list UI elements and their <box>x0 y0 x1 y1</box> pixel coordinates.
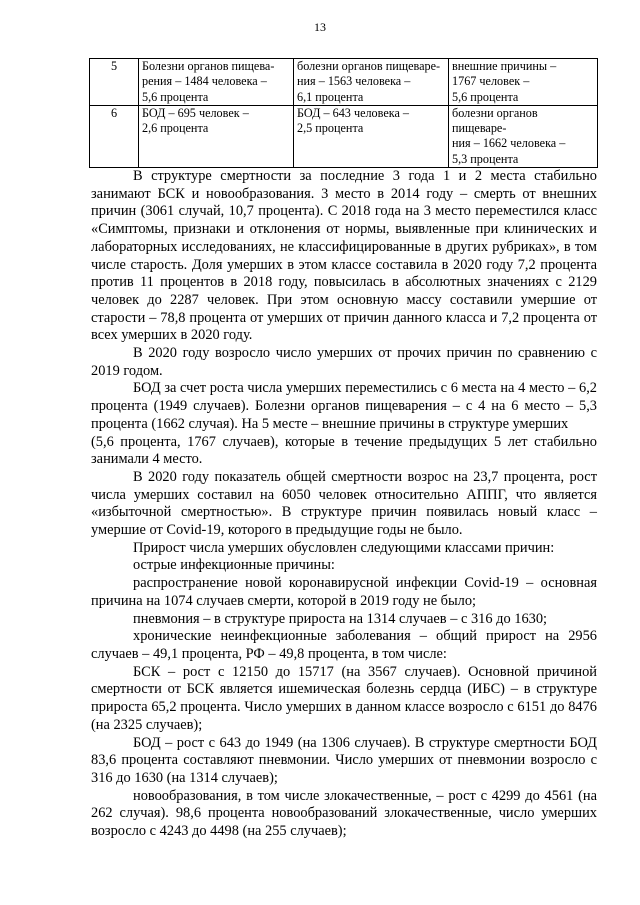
cell-line: 1767 человек – <box>452 74 530 89</box>
table-row <box>90 105 598 167</box>
table-cell <box>449 59 598 106</box>
table-cell <box>139 59 294 106</box>
paragraph: Прирост числа умерших обусловлен следующими классами причин: <box>133 539 555 556</box>
table-cell <box>294 105 449 167</box>
paragraph: В структуре смертности за последние 3 года 1 и 2 места стабильно занимают БСК и новообразования. 3 место в 2014 году – смерть от внешних причин (3061 случай, 10,7 процента). С 2018 года на 3 место переместился класс «Симптомы, признаки и отклонения от нормы, выявленные при клинических и лабораторных исследованиях, не классифицированные в других рубриках», в том числе старость. Доля умерших в этом классе составила в 2020 году 7,2 процента против 11 процентов в 2018 году, повысилась в абсолютных значениях с 2129 человек до 2287 человек. При этом основную массу составили умершие от старости – 78,8 процента от умерших от причин данного класса и 7,2 процента от всех умерших в 2020 году. <box>91 168 597 344</box>
paragraph: распространение новой коронавирусной инфекции Covid-19 – основная причина на 1074 случаев смерти, которой в 2019 году не было; <box>91 575 597 609</box>
cell-line: ния – 1563 человека – <box>297 74 411 89</box>
cell-line: 5,3 процента <box>452 151 519 166</box>
table-cell <box>294 59 449 106</box>
document-body <box>91 168 597 841</box>
causes-of-death-table <box>89 58 598 168</box>
cell-line: болезни органов пищеваре- <box>452 105 538 136</box>
cell-line: БОД – 643 человека – <box>297 105 410 120</box>
cell-line: внешние причины – <box>452 59 557 73</box>
cell-line: Болезни органов пищева- <box>142 59 275 73</box>
rank-cell: 5 <box>90 59 139 106</box>
cell-line: 5,6 процента <box>452 89 519 104</box>
paragraph: БОД – рост с 643 до 1949 (на 1306 случаев). В структуре смертности БОД 83,6 процента составляют пневмонии. Число умерших от пневмонии возросло с 316 до 1630 (на 1314 случаев); <box>91 734 597 786</box>
cell-line: 2,6 процента <box>142 121 209 136</box>
paragraph: хронические неинфекционные заболевания – общий прирост на 2956 случаев – 49,1 процента, РФ – 49,8 процента, в том числе: <box>91 628 597 662</box>
paragraph: В 2020 году возросло число умерших от прочих причин по сравнению с 2019 годом. <box>91 345 597 379</box>
cell-line: 5,6 процента <box>142 89 209 104</box>
cell-line: болезни органов пищеваре- <box>297 59 441 73</box>
table-cell <box>139 105 294 167</box>
paragraph: новообразования, в том числе злокачественные, – рост с 4299 до 4561 (на 262 случая). 98,6 процента новообразований злокачественные, число умерших возросло с 4243 до 4498 (на 255 случаев); <box>91 787 597 840</box>
cell-line: рения – 1484 человека – <box>142 74 267 89</box>
cell-line: 2,5 процента <box>297 121 364 136</box>
rank-cell: 6 <box>90 105 139 167</box>
cell-line: ния – 1662 человека – <box>452 136 566 151</box>
paragraph: БСК – рост с 12150 до 15717 (на 3567 случаев). Основной причиной смертности от БСК является ишемическая болезнь сердца (ИБС) – в структуре прироста 65,2 процента. Число умерших в данном классе возросло с 6151 до 8476 (на 2325 случаев); <box>91 663 597 733</box>
cell-line: 6,1 процента <box>297 89 364 104</box>
paragraph: (5,6 процента, 1767 случаев), которые в течение предыдущих 5 лет стабильно занимали 4 место. <box>91 433 597 468</box>
paragraph: БОД за счет роста числа умерших переместились с 6 места на 4 место – 6,2 процента (1949 случаев). Болезни органов пищеварения – с 4 на 6 место – 5,3 процента (1662 случая). На 5 месте – внешние причины в структуре умерших <box>91 380 597 432</box>
paragraph: острые инфекционные причины: <box>133 557 335 574</box>
page-number: 13 <box>314 20 326 34</box>
paragraph: пневмония – в структуре прироста на 1314 случаев – с 316 до 1630; <box>133 610 548 627</box>
paragraph: В 2020 году показатель общей смертности возрос на 23,7 процента, рост числа умерших составил на 6050 человек относительно АППГ, что является «избыточной смертностью». В структуре причин появилась новый класс – умершие от Covid-19, которого в предыдущие годы не было. <box>91 468 597 539</box>
cell-line: БОД – 695 человек – <box>142 105 249 120</box>
table-row <box>90 59 598 106</box>
table-cell <box>449 105 598 167</box>
